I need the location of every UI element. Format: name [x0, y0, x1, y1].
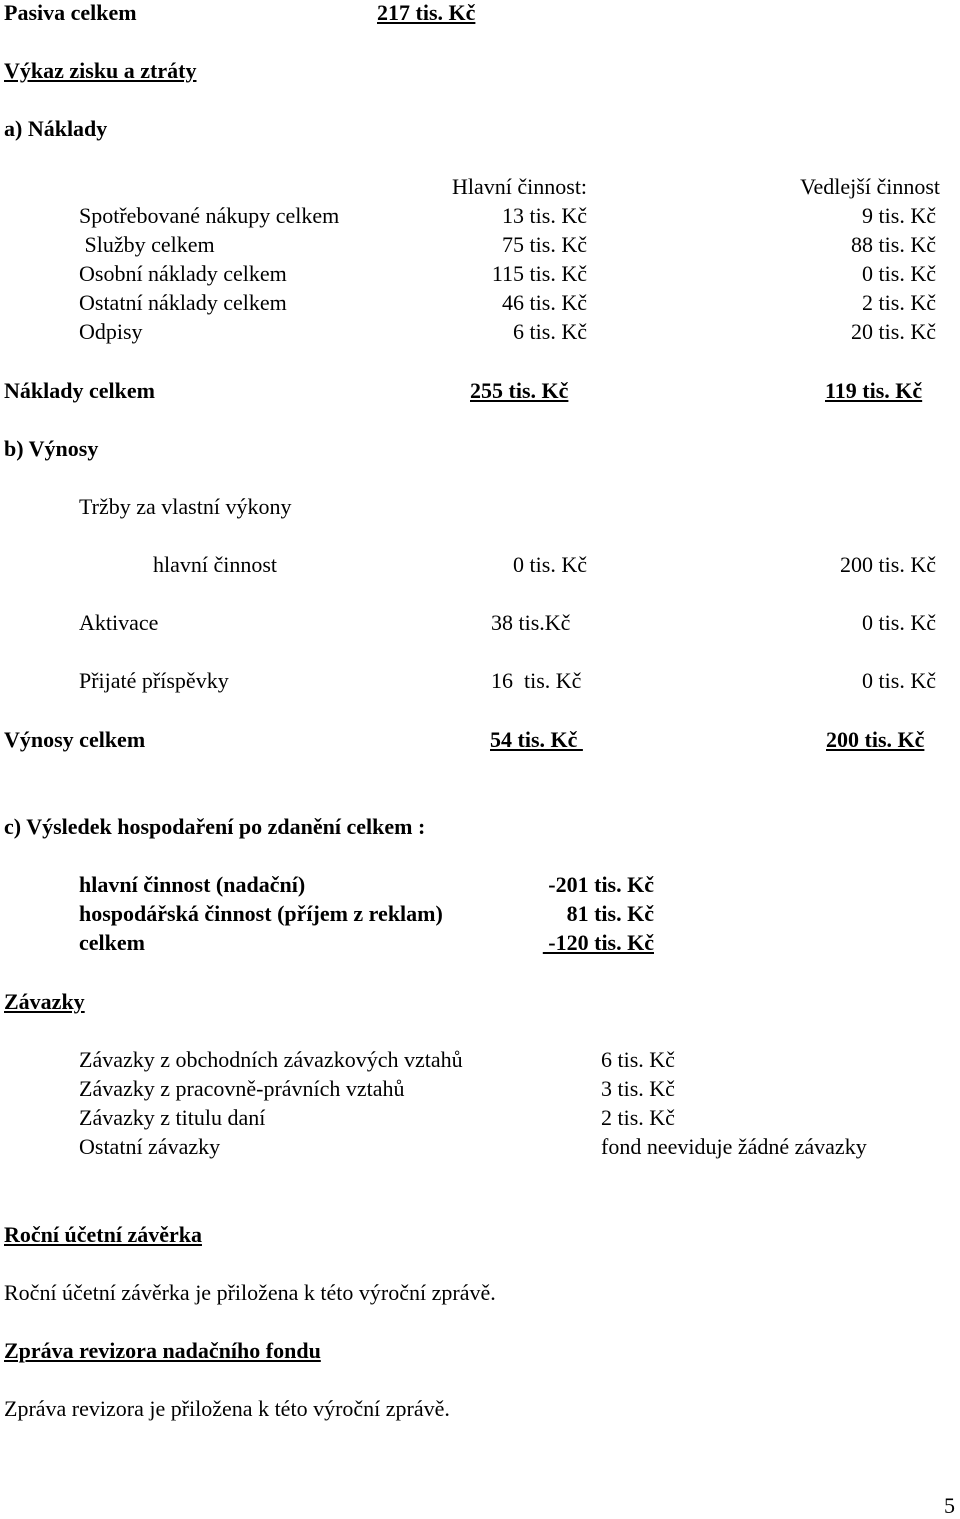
liability-row-value: fond neeviduje žádné závazky — [601, 1134, 867, 1159]
cost-row-label: Služby celkem — [79, 232, 215, 257]
result-row-label: hospodářská činnost (příjem z reklam) — [79, 901, 443, 926]
result-row-label: hlavní činnost (nadační) — [79, 872, 306, 897]
pasiva-value: 217 tis. Kč — [377, 0, 476, 25]
cost-row-label: Osobní náklady celkem — [79, 261, 287, 286]
liability-row-label: Závazky z titulu daní — [79, 1105, 266, 1130]
revenues-total-main: 54 tis. Kč — [490, 727, 583, 752]
annual-statement-text: Roční účetní závěrka je přiložena k této výroční zprávě. — [4, 1280, 496, 1305]
auditor-report-heading: Zpráva revizora nadačního fondu — [4, 1338, 321, 1363]
cost-row-main: 6 tis. Kč — [513, 319, 587, 344]
costs-total-side: 119 tis. Kč — [825, 378, 923, 403]
cost-row-side: 88 tis. Kč — [851, 232, 936, 257]
revenue-row-side: 200 tis. Kč — [840, 552, 936, 577]
revenues-total-label: Výnosy celkem — [4, 727, 146, 752]
revenue-row-main: 16 tis. Kč — [491, 668, 582, 693]
income-statement-title: Výkaz zisku a ztráty — [4, 58, 197, 83]
col-main-header: Hlavní činnost: — [452, 174, 588, 199]
annual-statement-heading: Roční účetní závěrka — [4, 1222, 202, 1247]
cost-row-main: 75 tis. Kč — [502, 232, 587, 257]
costs-total-label: Náklady celkem — [4, 378, 155, 403]
cost-row-main: 115 tis. Kč — [491, 261, 587, 286]
costs-heading: a) Náklady — [4, 116, 108, 141]
liability-row-label: Ostatní závazky — [79, 1134, 221, 1159]
pasiva-label: Pasiva celkem — [4, 0, 137, 25]
revenue-row-side: 0 tis. Kč — [862, 610, 936, 635]
result-total-value: -120 tis. Kč — [542, 930, 654, 955]
sales-label: Tržby za vlastní výkony — [79, 494, 292, 519]
revenue-row-label: hlavní činnost — [153, 552, 278, 577]
revenue-row-side: 0 tis. Kč — [862, 668, 936, 693]
liability-row-value: 6 tis. Kč — [601, 1047, 675, 1072]
liability-row-label: Závazky z obchodních závazkových vztahů — [79, 1047, 463, 1072]
cost-row-side: 0 tis. Kč — [862, 261, 936, 286]
liability-row-value: 3 tis. Kč — [601, 1076, 675, 1101]
result-heading: c) Výsledek hospodaření po zdanění celkem : — [4, 814, 426, 839]
liabilities-heading: Závazky — [4, 989, 85, 1014]
liability-row-value: 2 tis. Kč — [601, 1105, 675, 1130]
cost-row-side: 9 tis. Kč — [862, 203, 936, 228]
revenue-row-main: 38 tis.Kč — [491, 610, 571, 635]
result-row-label: celkem — [79, 930, 145, 955]
result-row-value: -201 tis. Kč — [548, 872, 654, 897]
liability-row-label: Závazky z pracovně-právních vztahů — [79, 1076, 405, 1101]
cost-row-side: 2 tis. Kč — [862, 290, 936, 315]
cost-row-side: 20 tis. Kč — [851, 319, 936, 344]
cost-row-main: 46 tis. Kč — [502, 290, 587, 315]
col-side-header: Vedlejší činnost — [800, 174, 940, 199]
cost-row-label: Spotřebované nákupy celkem — [79, 203, 340, 228]
cost-row-label: Ostatní náklady celkem — [79, 290, 287, 315]
costs-total-main: 255 tis. Kč — [470, 378, 569, 403]
cost-row-label: Odpisy — [79, 319, 143, 344]
revenue-row-label: Přijaté příspěvky — [79, 668, 229, 693]
revenue-row-label: Aktivace — [79, 610, 159, 635]
page-number: 5 — [944, 1493, 955, 1518]
auditor-report-text: Zpráva revizora je přiložena k této výroční zprávě. — [4, 1396, 450, 1421]
revenue-row-main: 0 tis. Kč — [513, 552, 587, 577]
revenues-heading: b) Výnosy — [4, 436, 99, 461]
revenues-total-side: 200 tis. Kč — [826, 727, 925, 752]
cost-row-main: 13 tis. Kč — [502, 203, 587, 228]
result-row-value: 81 tis. Kč — [566, 901, 654, 926]
